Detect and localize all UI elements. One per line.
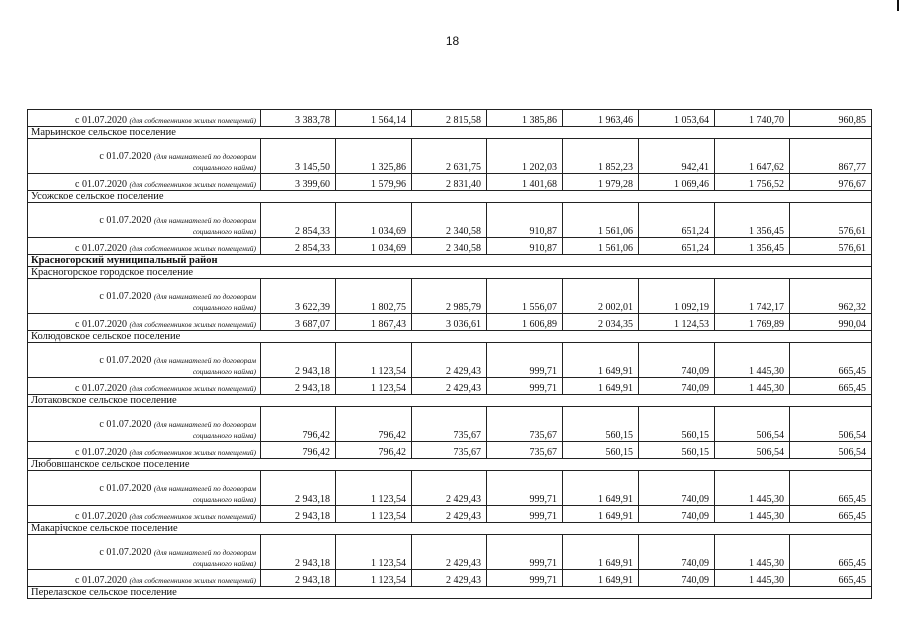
tariff-value: 1 649,91 [563,343,639,378]
tariff-value: 910,87 [487,238,563,255]
tariff-value: 2 985,79 [412,279,487,314]
tariff-value: 2 631,75 [412,139,487,174]
tariff-value: 740,09 [639,343,715,378]
tariff-value: 665,45 [790,343,872,378]
tariff-value: 1 124,53 [639,314,715,331]
table-row [28,110,872,127]
tariff-value: 2 943,18 [261,343,336,378]
tariff-value: 2 429,43 [412,343,487,378]
category-note: (для собственников жилых помещений) [129,448,256,457]
row-label [28,314,261,331]
category-note: (для нанимателей по договорам [153,152,256,161]
row-label [28,279,261,314]
tariff-value: 2 340,58 [412,238,487,255]
tariff-value: 2 429,43 [412,535,487,570]
section-row [28,267,872,279]
tariff-value: 1 445,30 [715,378,790,395]
tariff-value: 1 356,45 [715,238,790,255]
section-row [28,395,872,407]
tariff-value: 1 564,14 [336,110,412,127]
table-row [28,535,872,570]
tariff-value: 740,09 [639,570,715,587]
tariff-value: 1 756,52 [715,174,790,191]
tariff-value: 1 649,91 [563,471,639,506]
table-row [28,471,872,506]
tariff-value: 735,67 [412,407,487,442]
row-label [28,174,261,191]
tariff-value: 560,15 [563,442,639,459]
category-note: социального найма) [192,431,256,440]
date-label: с 01.07.2020 [99,547,152,558]
tariff-value: 796,42 [261,407,336,442]
settlement-title: Марьинское сельское поселение [28,127,872,139]
tariff-value: 3 036,61 [412,314,487,331]
section-row [28,523,872,535]
date-label: с 01.07.2020 [75,575,127,586]
row-label [28,407,261,442]
tariff-value: 962,32 [790,279,872,314]
table-row [28,279,872,314]
date-label: с 01.07.2020 [99,355,152,366]
tariff-value: 1 325,86 [336,139,412,174]
category-note: (для нанимателей по договорам [153,420,256,429]
category-note: (для нанимателей по договорам [153,356,256,365]
tariff-value: 1 092,19 [639,279,715,314]
row-label [28,110,261,127]
row-label [28,442,261,459]
row-label [28,535,261,570]
table-row [28,570,872,587]
category-note: (для собственников жилых помещений) [129,244,256,253]
table-row [28,174,872,191]
table-row [28,139,872,174]
tariff-value: 2 854,33 [261,203,336,238]
page-number: 18 [445,34,460,48]
tariff-value: 2 429,43 [412,570,487,587]
tariff-value: 1 401,68 [487,174,563,191]
category-note: (для собственников жилых помещений) [129,576,256,585]
tariff-value: 651,24 [639,238,715,255]
tariff-value: 1 445,30 [715,535,790,570]
tariff-value: 999,71 [487,535,563,570]
row-label [28,471,261,506]
settlement-title: Усожское сельское поселение [28,191,872,203]
tariff-value: 1 123,54 [336,343,412,378]
tariff-value: 651,24 [639,203,715,238]
category-note: социального найма) [192,367,256,376]
tariff-value: 560,15 [639,442,715,459]
tariff-value: 735,67 [412,442,487,459]
row-label [28,203,261,238]
tariff-value: 1 445,30 [715,506,790,523]
category-note: социального найма) [192,227,256,236]
tariff-value: 3 399,60 [261,174,336,191]
tariff-value: 2 815,58 [412,110,487,127]
tariff-value: 560,15 [563,407,639,442]
tariff-value: 796,42 [336,407,412,442]
tariff-value: 735,67 [487,407,563,442]
tariff-value: 2 943,18 [261,378,336,395]
settlement-title: Красногорское городское поселение [28,267,872,279]
tariff-value: 1 385,86 [487,110,563,127]
settlement-title: Лотаковское сельское поселение [28,395,872,407]
date-label: с 01.07.2020 [99,151,152,162]
date-label: с 01.07.2020 [99,215,152,226]
date-label: с 01.07.2020 [75,243,127,254]
category-note: (для собственников жилых помещений) [129,384,256,393]
tariff-value: 506,54 [715,407,790,442]
tariff-value: 1 123,54 [336,570,412,587]
category-note: социального найма) [192,495,256,504]
tariff-value: 3 622,39 [261,279,336,314]
tariff-value: 665,45 [790,535,872,570]
row-label [28,343,261,378]
category-note: социального найма) [192,163,256,172]
tariff-value: 1 852,23 [563,139,639,174]
tariff-value: 1 053,64 [639,110,715,127]
tariff-value: 1 742,17 [715,279,790,314]
category-note: (для собственников жилых помещений) [129,180,256,189]
table-row [28,506,872,523]
tariff-value: 1 356,45 [715,203,790,238]
tariff-value: 506,54 [790,407,872,442]
tariff-value: 2 002,01 [563,279,639,314]
tariff-value: 1 769,89 [715,314,790,331]
tariff-value: 999,71 [487,506,563,523]
date-label: с 01.07.2020 [75,179,127,190]
tariff-value: 1 445,30 [715,570,790,587]
tariff-value: 2 429,43 [412,471,487,506]
tariff-value: 999,71 [487,570,563,587]
tariff-value: 740,09 [639,535,715,570]
tariff-value: 1 561,06 [563,203,639,238]
category-note: (для собственников жилых помещений) [129,320,256,329]
section-row [28,331,872,343]
tariff-value: 796,42 [336,442,412,459]
tariff-value: 506,54 [790,442,872,459]
settlement-title: Колюдовское сельское поселение [28,331,872,343]
tariff-value: 1 123,54 [336,471,412,506]
tariff-value: 999,71 [487,471,563,506]
tariff-value: 910,87 [487,203,563,238]
tariff-value: 2 943,18 [261,570,336,587]
category-note: (для нанимателей по договорам [153,216,256,225]
tariff-value: 1 069,46 [639,174,715,191]
section-row [28,191,872,203]
district-title: Красногорский муниципальный район [28,255,872,267]
tariff-value: 506,54 [715,442,790,459]
table-row [28,203,872,238]
table-row [28,407,872,442]
tariff-value: 740,09 [639,506,715,523]
tariff-value: 1 649,91 [563,378,639,395]
tariff-table [27,109,872,599]
tariff-value: 1 979,28 [563,174,639,191]
tariff-value: 2 831,40 [412,174,487,191]
table-row [28,314,872,331]
section-row [28,587,872,599]
section-row [28,459,872,471]
category-note: (для нанимателей по договорам [153,292,256,301]
tariff-value: 1 556,07 [487,279,563,314]
tariff-value: 1 649,91 [563,570,639,587]
tariff-value: 990,04 [790,314,872,331]
date-label: с 01.07.2020 [99,419,152,430]
tariff-value: 1 963,46 [563,110,639,127]
tariff-value: 1 034,69 [336,238,412,255]
tariff-value: 665,45 [790,570,872,587]
tariff-value: 3 687,07 [261,314,336,331]
tariff-value: 560,15 [639,407,715,442]
settlement-title: Перелазское сельское поселение [28,587,872,599]
tariff-value: 2 034,35 [563,314,639,331]
tariff-value: 740,09 [639,471,715,506]
tariff-value: 3 383,78 [261,110,336,127]
category-note: (для собственников жилых помещений) [129,116,256,125]
tariff-value: 1 123,54 [336,378,412,395]
row-label [28,506,261,523]
tariff-value: 1 445,30 [715,343,790,378]
table-row [28,442,872,459]
table-row [28,238,872,255]
date-label: с 01.07.2020 [99,291,152,302]
tariff-value: 867,77 [790,139,872,174]
settlement-title: Любовшанское сельское поселение [28,459,872,471]
tariff-value: 976,67 [790,174,872,191]
table-row [28,343,872,378]
tariff-value: 960,85 [790,110,872,127]
tariff-value: 665,45 [790,506,872,523]
date-label: с 01.07.2020 [75,115,127,126]
tariff-value: 1 123,54 [336,506,412,523]
tariff-value: 2 429,43 [412,506,487,523]
section-row [28,127,872,139]
tariff-value: 1 740,70 [715,110,790,127]
tariff-value: 3 145,50 [261,139,336,174]
tariff-value: 1 561,06 [563,238,639,255]
tariff-value: 2 943,18 [261,471,336,506]
tariff-value: 2 943,18 [261,506,336,523]
tariff-value: 665,45 [790,378,872,395]
tariff-value: 735,67 [487,442,563,459]
date-label: с 01.07.2020 [75,447,127,458]
tariff-value: 1 649,91 [563,506,639,523]
tariff-value: 2 943,18 [261,535,336,570]
category-note: (для собственников жилых помещений) [129,512,256,521]
tariff-value: 1 647,62 [715,139,790,174]
row-label [28,139,261,174]
date-label: с 01.07.2020 [75,383,127,394]
row-label [28,238,261,255]
settlement-title: Макарічское сельское поселение [28,523,872,535]
tariff-value: 999,71 [487,343,563,378]
tariff-value: 1 579,96 [336,174,412,191]
tariff-value: 1 606,89 [487,314,563,331]
date-label: с 01.07.2020 [75,319,127,330]
date-label: с 01.07.2020 [99,483,152,494]
tariff-value: 576,61 [790,203,872,238]
tariff-value: 1 649,91 [563,535,639,570]
tariff-value: 1 034,69 [336,203,412,238]
tariff-value: 942,41 [639,139,715,174]
tariff-value: 2 854,33 [261,238,336,255]
tariff-value: 796,42 [261,442,336,459]
category-note: социального найма) [192,303,256,312]
section-row [28,255,872,267]
category-note: (для нанимателей по договорам [153,548,256,557]
table-row [28,378,872,395]
tariff-value: 576,61 [790,238,872,255]
tariff-value: 1 445,30 [715,471,790,506]
tariff-value: 1 867,43 [336,314,412,331]
row-label [28,378,261,395]
tariff-value: 1 202,03 [487,139,563,174]
tariff-value: 1 123,54 [336,535,412,570]
category-note: (для нанимателей по договорам [153,484,256,493]
tariff-value: 999,71 [487,378,563,395]
row-label [28,570,261,587]
tariff-value: 740,09 [639,378,715,395]
tariff-value: 1 802,75 [336,279,412,314]
date-label: с 01.07.2020 [75,511,127,522]
tariff-value: 2 429,43 [412,378,487,395]
scan-edge-mark [897,0,899,11]
category-note: социального найма) [192,559,256,568]
tariff-value: 665,45 [790,471,872,506]
tariff-value: 2 340,58 [412,203,487,238]
